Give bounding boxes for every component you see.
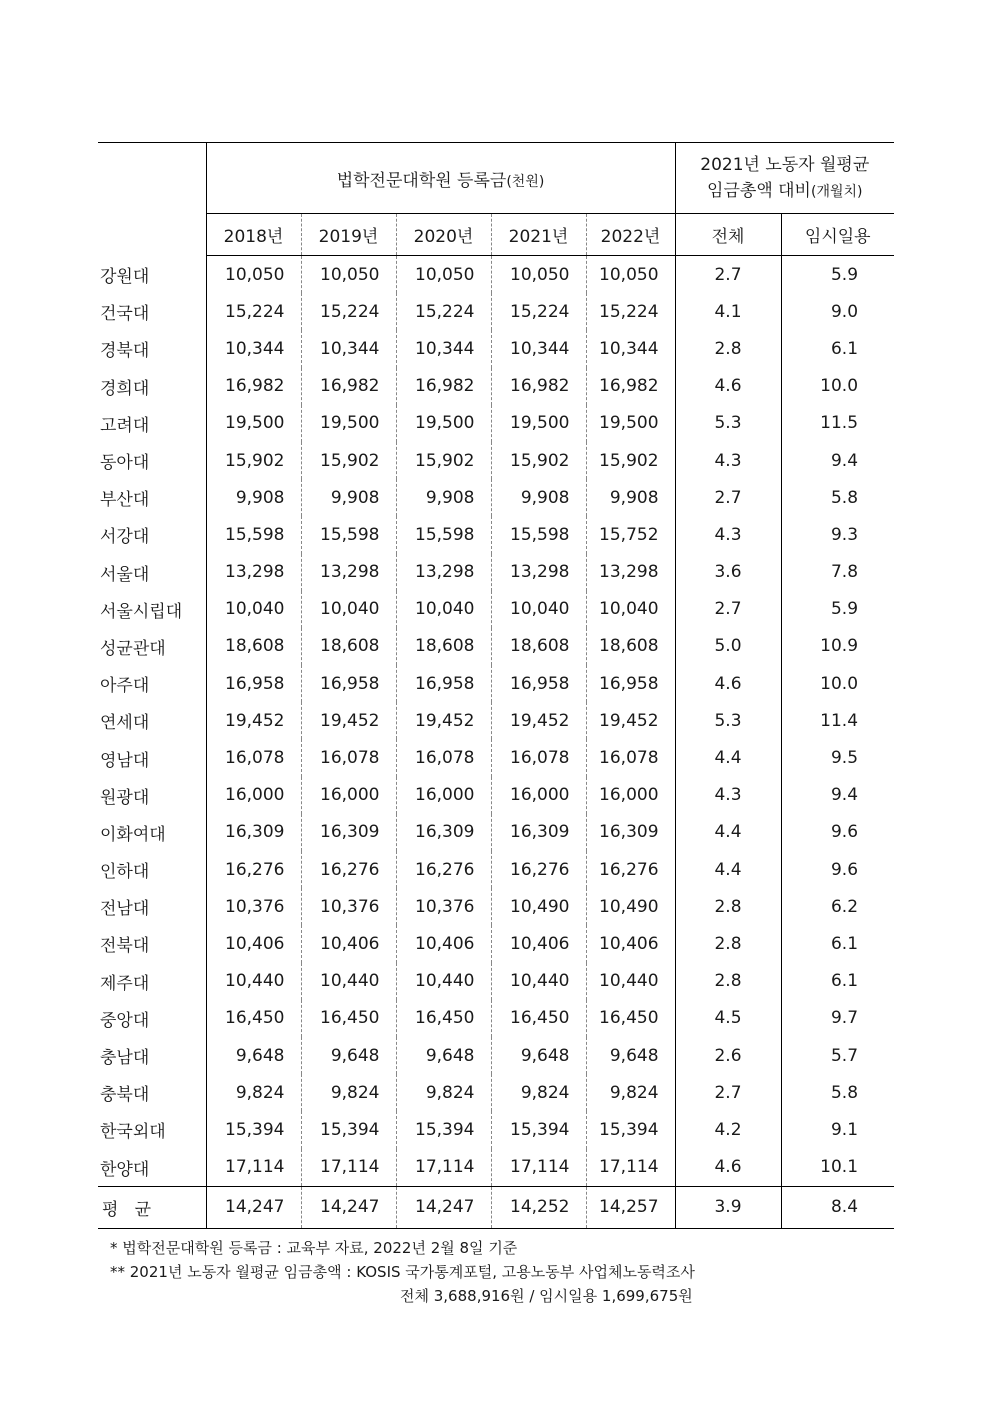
tuition-value: 10,050 (206, 256, 301, 294)
table-row (98, 1149, 894, 1187)
wage-ratio-total: 4.4 (675, 739, 781, 776)
tuition-value: 10,344 (206, 330, 301, 367)
school-name: 경희대 (98, 368, 206, 405)
table-row (98, 963, 894, 1000)
tuition-value: 9,824 (586, 1074, 675, 1111)
school-name: 영남대 (98, 739, 206, 776)
wage-ratio-total: 2.8 (675, 963, 781, 1000)
tuition-value: 10,440 (586, 963, 675, 1000)
tuition-value: 17,114 (206, 1149, 301, 1187)
table-row (98, 368, 894, 405)
wage-ratio-daily: 5.9 (830, 599, 859, 620)
tuition-value: 16,450 (301, 1000, 396, 1037)
footnotes (110, 1236, 695, 1308)
tuition-value: 10,440 (206, 963, 301, 1000)
wage-ratio-daily: 6.1 (830, 971, 859, 992)
wage-ratio-total: 4.3 (675, 777, 781, 814)
wage-ratio-daily: 9.3 (830, 524, 859, 545)
tuition-value: 16,078 (301, 739, 396, 776)
tuition-value: 18,608 (586, 628, 675, 665)
tuition-value: 10,040 (396, 591, 491, 628)
tuition-value: 10,376 (206, 888, 301, 925)
tuition-value: 10,490 (586, 888, 675, 925)
tuition-value: 19,452 (491, 702, 586, 739)
tuition-value: 16,309 (206, 814, 301, 851)
tuition-value: 16,276 (396, 851, 491, 888)
tuition-value: 15,224 (491, 293, 586, 330)
tuition-value: 10,406 (396, 925, 491, 962)
tuition-value: 15,902 (491, 442, 586, 479)
table-row (98, 628, 894, 665)
tuition-value: 15,224 (301, 293, 396, 330)
corner-cell (98, 143, 206, 256)
header-row-1 (98, 143, 894, 214)
average-label: 평 균 (98, 1186, 206, 1228)
school-name: 건국대 (98, 293, 206, 330)
tuition-value: 10,440 (301, 963, 396, 1000)
tuition-value: 18,608 (301, 628, 396, 665)
wage-ratio-daily: 9.7 (830, 1008, 859, 1029)
tuition-value: 10,050 (491, 256, 586, 294)
school-name: 이화여대 (98, 814, 206, 851)
tuition-value: 16,276 (491, 851, 586, 888)
school-name: 서울시립대 (98, 591, 206, 628)
school-name: 제주대 (98, 963, 206, 1000)
tuition-value: 16,958 (396, 665, 491, 702)
footnote-wage-amounts: 전체 3,688,916원 / 임시일용 1,699,675원 (400, 1287, 693, 1305)
tuition-value: 16,276 (586, 851, 675, 888)
tuition-value: 10,406 (301, 925, 396, 962)
tuition-value: 19,500 (206, 405, 301, 442)
tuition-value: 16,958 (586, 665, 675, 702)
wage-ratio-daily: 5.8 (830, 1082, 859, 1103)
tuition-value: 16,000 (491, 777, 586, 814)
wage-ratio-total: 2.7 (675, 479, 781, 516)
tuition-value: 10,406 (206, 925, 301, 962)
tuition-value: 9,824 (206, 1074, 301, 1111)
wage-ratio-daily: 11.5 (820, 413, 859, 434)
tuition-value: 9,648 (206, 1037, 301, 1074)
tuition-value: 9,648 (301, 1037, 396, 1074)
tuition-value: 10,040 (586, 591, 675, 628)
school-name: 충남대 (98, 1037, 206, 1074)
school-name: 동아대 (98, 442, 206, 479)
table-row (98, 739, 894, 776)
wage-ratio-total: 4.1 (675, 293, 781, 330)
table-row (98, 516, 894, 553)
tuition-value: 16,450 (396, 1000, 491, 1037)
tuition-value: 17,114 (301, 1149, 396, 1187)
tuition-table-container (98, 142, 894, 1229)
tuition-value: 9,824 (491, 1074, 586, 1111)
wage-total-header: 전체 (675, 214, 781, 256)
wage-unit: (개월치) (810, 183, 863, 200)
tuition-value: 16,982 (206, 368, 301, 405)
table-row (98, 442, 894, 479)
tuition-value: 16,450 (206, 1000, 301, 1037)
tuition-value: 15,224 (206, 293, 301, 330)
school-name: 원광대 (98, 777, 206, 814)
tuition-value: 14,247 (301, 1186, 396, 1228)
wage-ratio-total: 4.5 (675, 1000, 781, 1037)
tuition-value: 19,452 (301, 702, 396, 739)
tuition-value: 15,394 (586, 1111, 675, 1148)
tuition-value: 19,452 (206, 702, 301, 739)
tuition-value: 9,908 (206, 479, 301, 516)
table-row (98, 479, 894, 516)
school-name: 인하대 (98, 851, 206, 888)
tuition-value: 14,247 (396, 1186, 491, 1228)
school-name: 경북대 (98, 330, 206, 367)
tuition-value: 16,000 (206, 777, 301, 814)
wage-ratio-total: 4.3 (675, 442, 781, 479)
wage-ratio-daily: 10.0 (820, 673, 859, 694)
tuition-value: 10,040 (301, 591, 396, 628)
tuition-value: 15,598 (396, 516, 491, 553)
table-row (98, 925, 894, 962)
tuition-value: 16,078 (491, 739, 586, 776)
tuition-value: 10,344 (396, 330, 491, 367)
tuition-group-header (206, 143, 675, 214)
wage-ratio-total: 2.8 (675, 888, 781, 925)
table-row (98, 888, 894, 925)
tuition-value: 16,982 (396, 368, 491, 405)
tuition-value: 10,040 (491, 591, 586, 628)
tuition-value: 18,608 (396, 628, 491, 665)
tuition-value: 17,114 (396, 1149, 491, 1187)
wage-ratio-total: 4.6 (675, 665, 781, 702)
wage-title-line2: 임금총액 대비 (707, 180, 811, 201)
tuition-value: 16,958 (206, 665, 301, 702)
tuition-value: 9,908 (396, 479, 491, 516)
tuition-value: 10,050 (301, 256, 396, 294)
wage-ratio-total: 3.6 (675, 554, 781, 591)
tuition-value: 16,982 (586, 368, 675, 405)
tuition-value: 19,500 (491, 405, 586, 442)
tuition-value: 9,648 (396, 1037, 491, 1074)
tuition-value: 15,902 (301, 442, 396, 479)
wage-ratio-daily: 6.2 (830, 896, 859, 917)
wage-ratio-total: 4.2 (675, 1111, 781, 1148)
school-name: 연세대 (98, 702, 206, 739)
table-row (98, 814, 894, 851)
school-name: 서강대 (98, 516, 206, 553)
tuition-value: 9,648 (491, 1037, 586, 1074)
tuition-value: 10,344 (586, 330, 675, 367)
wage-ratio-daily: 9.1 (830, 1119, 859, 1140)
wage-ratio-daily: 10.1 (820, 1157, 859, 1178)
tuition-value: 16,309 (301, 814, 396, 851)
table-row (98, 1000, 894, 1037)
tuition-value: 16,450 (491, 1000, 586, 1037)
wage-ratio-daily: 6.1 (830, 933, 859, 954)
tuition-value: 9,824 (301, 1074, 396, 1111)
tuition-value: 10,440 (396, 963, 491, 1000)
tuition-value: 16,309 (491, 814, 586, 851)
tuition-value: 16,000 (586, 777, 675, 814)
tuition-value: 15,902 (586, 442, 675, 479)
wage-daily-header: 임시일용 (781, 214, 894, 256)
year-header: 2020년 (396, 214, 491, 256)
tuition-value: 16,450 (586, 1000, 675, 1037)
tuition-value: 16,982 (491, 368, 586, 405)
table-row (98, 591, 894, 628)
tuition-value: 14,252 (491, 1186, 586, 1228)
tuition-table (98, 142, 894, 1229)
tuition-value: 16,982 (301, 368, 396, 405)
tuition-value: 10,050 (586, 256, 675, 294)
wage-ratio-total: 2.7 (675, 591, 781, 628)
tuition-value: 10,406 (586, 925, 675, 962)
wage-ratio-total: 2.8 (675, 925, 781, 962)
tuition-value: 16,276 (301, 851, 396, 888)
school-name: 성균관대 (98, 628, 206, 665)
tuition-value: 10,344 (301, 330, 396, 367)
tuition-value: 18,608 (206, 628, 301, 665)
tuition-value: 13,298 (491, 554, 586, 591)
tuition-value: 15,598 (206, 516, 301, 553)
tuition-value: 16,000 (396, 777, 491, 814)
tuition-value: 16,078 (206, 739, 301, 776)
tuition-value: 13,298 (586, 554, 675, 591)
tuition-value: 15,394 (396, 1111, 491, 1148)
wage-ratio-total: 3.9 (675, 1186, 781, 1228)
wage-ratio-total: 4.6 (675, 368, 781, 405)
wage-ratio-daily: 9.5 (830, 748, 859, 769)
school-name: 한국외대 (98, 1111, 206, 1148)
tuition-value: 9,824 (396, 1074, 491, 1111)
wage-ratio-total: 4.4 (675, 814, 781, 851)
table-row (98, 1111, 894, 1148)
school-name: 아주대 (98, 665, 206, 702)
school-name: 충북대 (98, 1074, 206, 1111)
tuition-value: 10,376 (301, 888, 396, 925)
footnote-tuition-source: * 법학전문대학원 등록금 : 교육부 자료, 2022년 2월 8일 기준 (110, 1239, 518, 1257)
table-row (98, 851, 894, 888)
wage-ratio-daily: 5.8 (830, 487, 859, 508)
wage-ratio-total: 4.4 (675, 851, 781, 888)
wage-ratio-total: 2.7 (675, 256, 781, 294)
average-row (98, 1186, 894, 1228)
tuition-value: 16,078 (396, 739, 491, 776)
table-row (98, 702, 894, 739)
wage-ratio-daily: 8.4 (781, 1186, 894, 1228)
wage-ratio-total: 4.6 (675, 1149, 781, 1187)
tuition-value: 16,958 (491, 665, 586, 702)
year-header: 2018년 (206, 214, 301, 256)
footnote-wage-source: ** 2021년 노동자 월평균 임금총액 : KOSIS 국가통계포털, 고용노동부 사업체노동력조사 (110, 1263, 695, 1281)
tuition-value: 10,440 (491, 963, 586, 1000)
tuition-value: 15,752 (586, 516, 675, 553)
wage-ratio-total: 4.3 (675, 516, 781, 553)
table-row (98, 330, 894, 367)
tuition-value: 17,114 (586, 1149, 675, 1187)
table-row (98, 1037, 894, 1074)
tuition-value: 15,394 (491, 1111, 586, 1148)
tuition-value: 15,902 (206, 442, 301, 479)
wage-group-header (675, 143, 894, 214)
tuition-value: 15,224 (586, 293, 675, 330)
tuition-value: 10,490 (491, 888, 586, 925)
school-name: 강원대 (98, 256, 206, 294)
tuition-value: 10,050 (396, 256, 491, 294)
tuition-value: 17,114 (491, 1149, 586, 1187)
header-row-2 (98, 214, 894, 256)
tuition-value: 10,040 (206, 591, 301, 628)
tuition-value: 9,908 (301, 479, 396, 516)
table-row (98, 256, 894, 294)
wage-ratio-total: 2.6 (675, 1037, 781, 1074)
tuition-value: 9,908 (491, 479, 586, 516)
tuition-value: 13,298 (301, 554, 396, 591)
school-name: 부산대 (98, 479, 206, 516)
wage-ratio-daily: 6.1 (830, 338, 859, 359)
wage-ratio-daily: 7.8 (830, 562, 859, 583)
wage-ratio-daily: 5.9 (830, 264, 859, 285)
wage-ratio-total: 2.8 (675, 330, 781, 367)
tuition-value: 16,000 (301, 777, 396, 814)
wage-title-line1: 2021년 노동자 월평균 (700, 154, 870, 175)
table-row (98, 1074, 894, 1111)
tuition-value: 16,958 (301, 665, 396, 702)
school-name: 서울대 (98, 554, 206, 591)
tuition-value: 15,902 (396, 442, 491, 479)
tuition-value: 13,298 (396, 554, 491, 591)
school-name: 고려대 (98, 405, 206, 442)
year-header: 2021년 (491, 214, 586, 256)
school-name: 한양대 (98, 1149, 206, 1187)
wage-ratio-total: 5.3 (675, 405, 781, 442)
wage-ratio-daily: 10.0 (820, 376, 859, 397)
wage-ratio-daily: 5.7 (830, 1045, 859, 1066)
tuition-value: 10,406 (491, 925, 586, 962)
table-row (98, 554, 894, 591)
school-name: 전북대 (98, 925, 206, 962)
tuition-value: 9,908 (586, 479, 675, 516)
tuition-value: 15,598 (301, 516, 396, 553)
tuition-value: 16,309 (396, 814, 491, 851)
wage-ratio-daily: 9.4 (830, 450, 859, 471)
wage-ratio-daily: 10.9 (820, 636, 859, 657)
wage-ratio-daily: 9.6 (830, 859, 859, 880)
table-row (98, 777, 894, 814)
wage-ratio-daily: 9.0 (830, 301, 859, 322)
tuition-value: 14,257 (586, 1186, 675, 1228)
tuition-value: 14,247 (206, 1186, 301, 1228)
tuition-value: 19,452 (586, 702, 675, 739)
tuition-value: 16,276 (206, 851, 301, 888)
table-row (98, 293, 894, 330)
wage-ratio-daily: 9.6 (830, 822, 859, 843)
tuition-value: 10,376 (396, 888, 491, 925)
year-header: 2019년 (301, 214, 396, 256)
school-name: 전남대 (98, 888, 206, 925)
tuition-value: 18,608 (491, 628, 586, 665)
year-header: 2022년 (586, 214, 675, 256)
tuition-value: 10,344 (491, 330, 586, 367)
wage-ratio-total: 2.7 (675, 1074, 781, 1111)
tuition-value: 15,394 (206, 1111, 301, 1148)
tuition-value: 13,298 (206, 554, 301, 591)
tuition-value: 19,500 (396, 405, 491, 442)
school-name: 중앙대 (98, 1000, 206, 1037)
tuition-value: 9,648 (586, 1037, 675, 1074)
wage-ratio-total: 5.3 (675, 702, 781, 739)
tuition-value: 16,309 (586, 814, 675, 851)
table-row (98, 665, 894, 702)
table-row (98, 405, 894, 442)
tuition-value: 15,394 (301, 1111, 396, 1148)
wage-ratio-daily: 11.4 (820, 710, 859, 731)
tuition-title: 법학전문대학원 등록금 (336, 170, 507, 191)
tuition-unit: (천원) (506, 173, 545, 190)
tuition-value: 15,224 (396, 293, 491, 330)
wage-ratio-daily: 9.4 (830, 785, 859, 806)
tuition-value: 19,500 (301, 405, 396, 442)
tuition-value: 15,598 (491, 516, 586, 553)
tuition-value: 16,078 (586, 739, 675, 776)
tuition-value: 19,452 (396, 702, 491, 739)
tuition-value: 19,500 (586, 405, 675, 442)
wage-ratio-total: 5.0 (675, 628, 781, 665)
